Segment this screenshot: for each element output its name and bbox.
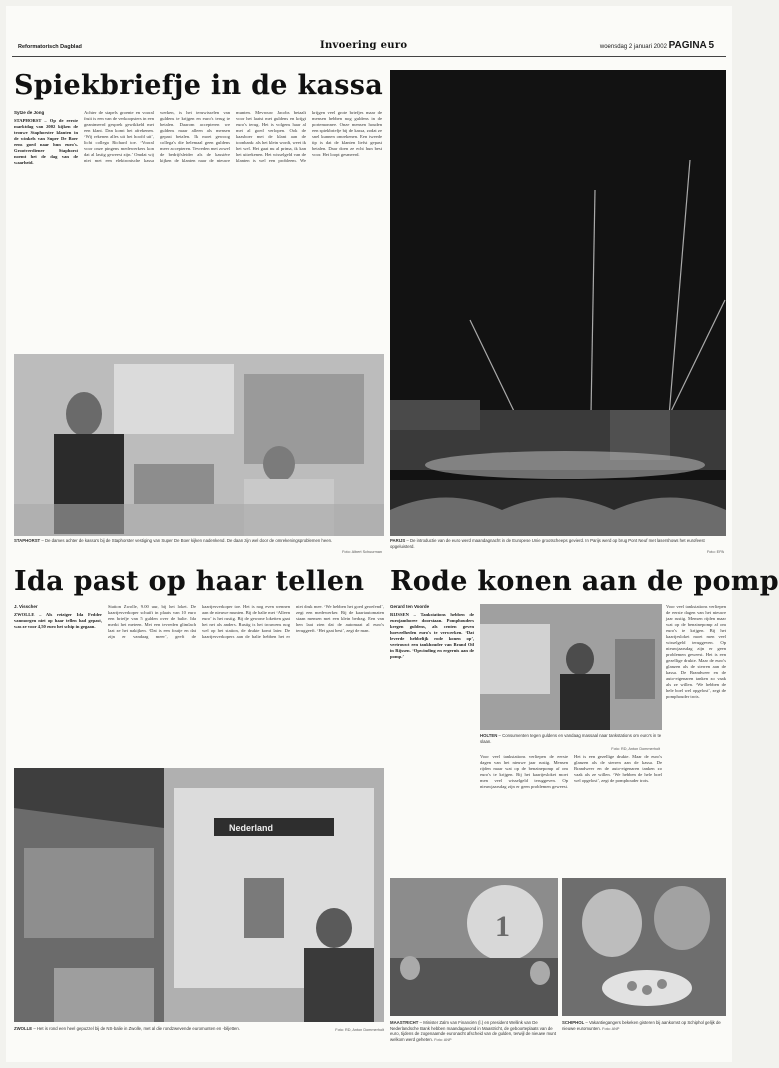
date-page-label xyxy=(600,40,714,51)
tankstation-photo-art xyxy=(480,604,662,730)
article1-lead-text: STAPHORST – Op de eerste marktdag van 2002 kijken de trouwe Staphorster klanten in de winkels van Super De Boer eens goed naar hun euro's. Grootverdiener Staphorst noemt het de dag van de waarheid. xyxy=(14,118,78,165)
cashiers-photo-art xyxy=(14,354,384,536)
article3-title: Rode konen aan de pomp xyxy=(390,566,779,597)
article3-body-right-text: Voor veel tankstations verliepen de eerste dagen van het nieuwe jaar rustig. Mensen rijden maar wat op de benzinepomp af om euro's te krijgen. Bij het kaartjesloket moet men veel wisselgeld teruggeven. Op nieuwjaarsdag zijn er geen problemen geweest. Het is een gezellige drukte. Maar de euro's glanzen als de sterren aan de kassa. De Brandweer en de auto-eigenaren tanken zo vaak als ze willen. ‘We hebben de hele boel wel opgelost’, zegt de pomphouder trots. xyxy=(666,604,726,699)
station-sign-text: Nederland xyxy=(229,823,274,833)
article1-byline: Sytze de Jong xyxy=(14,110,45,115)
article2-lead xyxy=(14,612,102,762)
issue-date: woensdag 2 januari 2002 xyxy=(599,44,667,50)
maastricht-caption-place: MAASTRICHT xyxy=(390,1020,419,1025)
newspaper-page xyxy=(6,6,779,1062)
article3-photo-schiphol xyxy=(562,878,726,1016)
article3-top-caption-place: HOLTEN xyxy=(480,733,498,738)
article2-title: Ida past op haar tellen xyxy=(14,566,365,597)
article1-caption-text: De dames achter de kassa's bij de Staphorster vestiging van Super De Boer kijken nadenkend. De daan zijn wel door de omrekeningsproblemen heen. xyxy=(44,538,333,543)
header-rule xyxy=(12,56,726,57)
article1-title: Spiekbriefje in de kassa xyxy=(14,70,384,101)
page-label: PAGINA xyxy=(668,40,707,51)
maastricht-photo-credit: Foto: ANP xyxy=(434,1037,452,1042)
article2-lead-text: ZWOLLE – Als reiziger Ida Fedder vanmorgen niet op haar tellen had gepast, was ze voor 4,50 euro het schip in gegaan. xyxy=(14,612,102,629)
article3-lead xyxy=(390,612,474,872)
article3-schiphol-caption: SCHIPHOL – Vakantiegangers bekeken gisteren bij aankomst op Schiphol gelijk de nieuwe euromunten. Foto: ANP xyxy=(562,1020,721,1031)
article3-top-photo-credit: Foto: RD, Anton Dommerholt xyxy=(611,747,660,751)
article1-caption-place: STAPHORST xyxy=(14,538,41,543)
article1-photo-credit: Foto: Albert Schuurman xyxy=(342,550,382,554)
article2-body: Station Zwolle, 9.00 uur, bij het loket. De kaartjesverkoper schuift in plaats van 10 euro een briefje van 5 gulden over de balie. Ida merkt het meteen. Met een tevreden glimlach laat ze het nakijken. ‘Dat is een foutje en dat zijn er vandaag meer’, geeft de kaartjesverkoper toe. Het is nog even wennen aan de nieuwe munten. Bij de balie met ‘Alleen euro’ is het rustig. Bij de gewone loketten gaat het net als anders. Rustig is het trouwens nog wel op het station, de drukte komt later. De kaartjesverkopers aan de balie hebben het er niet druk mee. ‘We hebben het goed geoefend’, zegt een medewerker. Bij de kaartautomaten staan mensen met een klein bedrag. Een van hen laat zien dat de automaat al euro's teruggeeft. ‘Het gaat best’, zegt de man. xyxy=(108,604,384,639)
article3-lead-text: RIJSSEN – Tankstations hebben de eurojamboree doorstaan. Pomphouders kregen guldens, als centen geven hoeveelheden euro's te verwerken. ‘Dat leverde hebbelijk rode konen op’, vertrouwt een tankhouder van Brand Oil in Rijssen. ‘Opwinding en ergernis aan de pomp.’ xyxy=(390,612,474,659)
article3-body: Voor veel tankstations verliepen de eerste dagen van het nieuwe jaar rustig. Mensen rijden maar wat op de benzinepomp af om euro's te krijgen. Bij het kaartjesloket moet men veel wisselgeld teruggeven. Op nieuwjaarsdag zijn er geen problemen geweest. Het is een gezellige drukte. Maar de euro's glanzen als de sterren aan de kassa. De Brandweer en de auto-eigenaren tanken zo vaak als ze willen. ‘We hebben de hele boel wel opgelost’, zegt de pomphouder trots. xyxy=(480,754,662,789)
paris-photo-credit: Foto: EPA xyxy=(706,550,724,554)
paris-photo-caption: PARIJS – De introductie van de euro werd maandagnacht in de Europese Unie grootscheeps gevierd. In Parijs werd op brug Pont Neuf met lasershows het eurofeest opgeluisterd. xyxy=(390,538,705,549)
article3-maastricht-caption: MAASTRICHT – Minister Zalm van Financiën (l.) en president Wellink van De Nederlandsche Bank hebben maandagavond in Maastricht, de geboorteplaats van de euro, tijdens de zogenaamde euronacht afscheid van de gulden, terwijl de nieuwe munt welkom werd geheten. Foto: ANP xyxy=(390,1020,557,1042)
article3-top-photo-caption: HOLTEN – Consumenten tegen guldens en vandaag massaal naar tankstations om euro's in te slaan. xyxy=(480,733,662,744)
page-number: 5 xyxy=(708,40,714,51)
article3-body-col-right xyxy=(666,604,726,874)
station-photo-art xyxy=(14,768,384,1022)
article2-photo-caption: ZWOLLE – Het is rond een heel gepuzzel bij de NS-balie in Zwolle, met al die rondzwevende euromunten en -biljetten. xyxy=(14,1026,240,1031)
article1-body: Achter de stapels groente en vooral fruit is een van de verkoopsters in een geanimeerd gesprek gewikkeld met een klant. Dan komt het afrekenen. ‘Wij rekenen alles uit het hoofd uit’, licht collega Richard toe. ‘Vooral voor onze pingens medewerkers kon dat al lastig geweest zijn.’ Omdat wij niet met een elektronische kassa werken, is het teruwisselen van guldens te krijgen en euro's terug te betalen. Daarom accepteren we guldens maar alleen als mensen gepast betalen. Ik moet gewoog collega's die helemaal geen guldens meer accepteren. Tevreden met zowel de bedrijfsleider als de kassière kijken de klanten naar de nieuwe munten. Mevrouw Jacobs betaalt voor het laatst met guldens en krijgt euro's terug. Het is volgens haar al met al goed verlopen. Ook de kaasboer met de klant aan de toonbank: als het klein wordt, weet ik het wel. Het gaat nu al prima, ik kan het uitrekenen. Het wisselgeld van de klanten is wel een probleem. We krijgen veel grote briefjes maar de mensen hebben nog guldens in de portemonnee. Onze mensen houden een spiekbriefje bij de kassa, zodat ze snel kunnen omrekenen. Een tweede tip is dat de klanten liefst gepast betalen. Daar doen ze echt hun best voor. Het loopt gesmeerd. xyxy=(84,110,382,163)
article1-lead xyxy=(14,118,78,348)
schiphol-caption-text: Vakantiegangers bekeken gisteren bij aankomst op Schiphol gelijk de nieuwe euromunten. xyxy=(562,1020,721,1031)
paris-caption-text: De introductie van de euro werd maandagnacht in de Europese Unie grootscheeps gevierd. In Parijs werd op brug Pont Neuf met lasershows het eurofeest opgeluisterd. xyxy=(390,538,705,549)
article2-caption-text: Het is rond een heel gepuzzel bij de NS-balie in Zwolle, met al die rondzwevende euromunten en -biljetten. xyxy=(36,1026,240,1031)
article3-photo-maastricht xyxy=(390,878,558,1016)
paris-caption-place: PARIJS xyxy=(390,538,406,543)
svg-text:1: 1 xyxy=(495,910,510,943)
publication-name: Reformatorisch Dagblad xyxy=(18,44,82,50)
schiphol-photo-credit: Foto: ANP xyxy=(602,1026,620,1031)
article1-photo-caption: STAPHORST – De dames achter de kassa's bij de Staphorster vestiging van Super De Boer kijken nadenkend. De daan zijn wel door de omrekeningsproblemen heen. xyxy=(14,538,333,543)
schiphol-caption-place: SCHIPHOL xyxy=(562,1020,585,1025)
article3-byline: Gerard ten Voorde xyxy=(390,604,430,609)
article2-photo-credit: Foto: RD, Anton Dommerholt xyxy=(335,1028,384,1032)
paris-photo xyxy=(390,70,726,536)
article2-photo-station xyxy=(14,768,384,1022)
article3-top-caption-text: Consumenten tegen guldens en vandaag massaal naar tankstations om euro's in te slaan. xyxy=(480,733,662,744)
article2-byline: J. Visscher xyxy=(14,604,38,609)
section-title: Invoering euro xyxy=(320,40,408,51)
article2-caption-place: ZWOLLE xyxy=(14,1026,33,1031)
article3-photo-tankstation xyxy=(480,604,662,730)
schiphol-photo-art xyxy=(562,878,726,1016)
maastricht-caption-text: Minister Zalm van Financiën (l.) en president Wellink van De Nederlandsche Bank hebben maandagavond in Maastricht, de geboorteplaats van de euro, tijdens de zogenaamde euronacht afscheid van de gulden, terwijl de nieuwe munt welkom werd geheten. xyxy=(390,1020,557,1042)
paris-photo-art xyxy=(390,70,726,536)
maastricht-photo-art xyxy=(390,878,558,1016)
article1-photo-cashiers xyxy=(14,354,384,536)
